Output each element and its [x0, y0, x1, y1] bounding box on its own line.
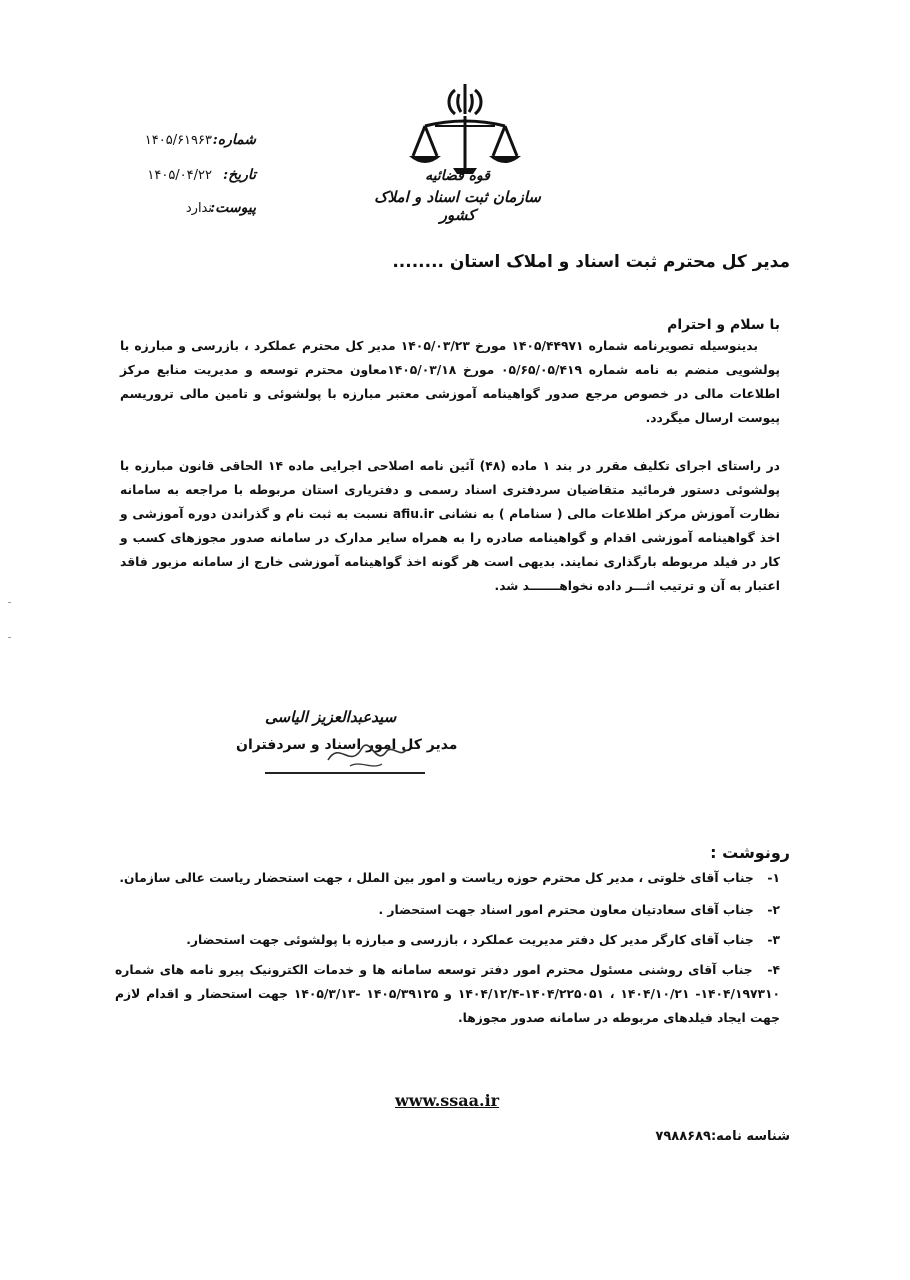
letter-date-value: ۱۴۰۵/۰۴/۲۲	[147, 168, 212, 183]
letter-date	[147, 167, 256, 183]
body-paragraph-1: بدینوسیله تصویرنامه شماره ۱۴۰۵/۴۴۹۷۱ مورخ ۱۴۰۵/۰۳/۲۳ مدیر کل محترم عملکرد ، بازرسی و مبارزه با پولشویی منضم به نامه شماره ۰۵/۶۵/۰۵/۴۱۹ مورخ ۱۴۰۵/۰۳/۱۸معاون محترم توسعه و مدیریت منابع مرکز اطلاعات مالی در خصوص مرجع صدور گواهینامه آموزشی معتبر مبارزه با پولشوئی و تامین مالی تروریسم پیوست ارسال میگردد.	[120, 339, 781, 425]
letter-attachment-value: ندارد	[185, 201, 212, 216]
document-id-label: شناسه نامه:	[710, 1129, 790, 1144]
scan-mark	[8, 602, 11, 603]
document-id	[655, 1129, 790, 1144]
letter-attachment-label: پیوست:	[210, 200, 256, 216]
letter-date-label: تاریخ:	[222, 167, 256, 183]
letter-number-label: شماره:	[212, 132, 256, 148]
letter-number	[145, 132, 256, 148]
letter-attachment	[186, 200, 256, 216]
cc-item	[378, 898, 780, 922]
handwritten-signature	[320, 730, 410, 775]
organization-name	[370, 168, 545, 224]
signer-title: مدیر کل امور اسناد و سردفتران	[236, 737, 458, 753]
cc-item-number: ۱-	[767, 871, 780, 885]
cc-item-text: جناب آقای کارگر مدیر کل دفتر مدیریت عملکرد ، بازرسی و مبارزه با پولشوئی جهت استحضار.	[186, 933, 754, 947]
cc-item-number: ۴-	[767, 963, 781, 977]
cc-item-number: ۲-	[767, 903, 780, 917]
recipient-line: مدیر کل محترم ثبت اسناد و املاک استان ........	[392, 252, 790, 272]
cc-item	[186, 928, 780, 952]
cc-item-text: جناب آقای روشنی مسئول محترم امور دفتر توسعه سامانه ها و خدمات الکترونیک پیرو نامه های شماره ۱۴۰۴/۱۹۷۳۱۰- ۱۴۰۴/۱۰/۲۱ ، ۱۴۰۴/۲۲۵۰۵۱-۱۴۰۴/۱۲/۴ و ۱۴۰۵/۳۹۱۲۵ -۱۴۰۵/۳/۱۳ جهت استحضار و اقدام لازم جهت ایجاد فیلدهای مربوطه در سامانه صدور مجوزها.	[115, 963, 780, 1025]
cc-item	[119, 866, 780, 890]
cc-item-text: جناب آقای سعادتیان معاون محترم امور اسناد جهت استحضار .	[378, 903, 754, 917]
judiciary-name: قوه قضائیه	[425, 168, 490, 184]
cc-item	[115, 958, 780, 1030]
cc-item-text: جناب آقای خلوتی ، مدیر کل محترم حوزه ریاست و امور بین الملل ، جهت استحضار ریاست عالی سازمان.	[119, 871, 754, 885]
cc-title: رونوشت :	[710, 843, 790, 862]
document-id-value: ۷۹۸۸۶۸۹	[655, 1129, 711, 1144]
registry-name: سازمان ثبت اسناد و املاک کشور	[374, 188, 541, 224]
body-paragraph-2: در راستای اجرای تکلیف مقرر در بند ۱ ماده (۴۸) آئین نامه اصلاحی اجرایی ماده ۱۴ الحاقی قانون مبارزه با پولشوئی دستور فرمائید متقاضیان سردفتری اسناد رسمی و دفتریاری استان مربوطه با مراجعه به سامانه نظارت آموزش مرکز اطلاعات مالی ( سنامام ) به نشانی afiu.ir نسبت به ثبت نام و گذراندن دوره آموزشی و اخذ گواهینامه آموزشی اقدام و گواهینامه صادره را به همراه سایر مدارک در سامانه صدور مجوزهای کسب و کار در فیلد مربوطه بارگذاری نمایند. بدیهی است هر گونه اخذ گواهینامه آموزشی خارج از سامانه مزبور فاقد اعتبار به آن و ترتیب اثـــر داده نخواهـــــــد شد.	[120, 459, 780, 593]
website-link[interactable]: www.ssaa.ir	[395, 1091, 500, 1110]
signer-name: سیدعبدالعزیز الیاسی	[265, 708, 397, 726]
scan-mark	[8, 637, 11, 638]
cc-item-number: ۳-	[767, 933, 780, 947]
letter-number-value: ۱۴۰۵/۶۱۹۶۳	[144, 133, 212, 148]
signature-line	[265, 772, 425, 774]
greeting: با سلام و احترام	[667, 317, 780, 333]
